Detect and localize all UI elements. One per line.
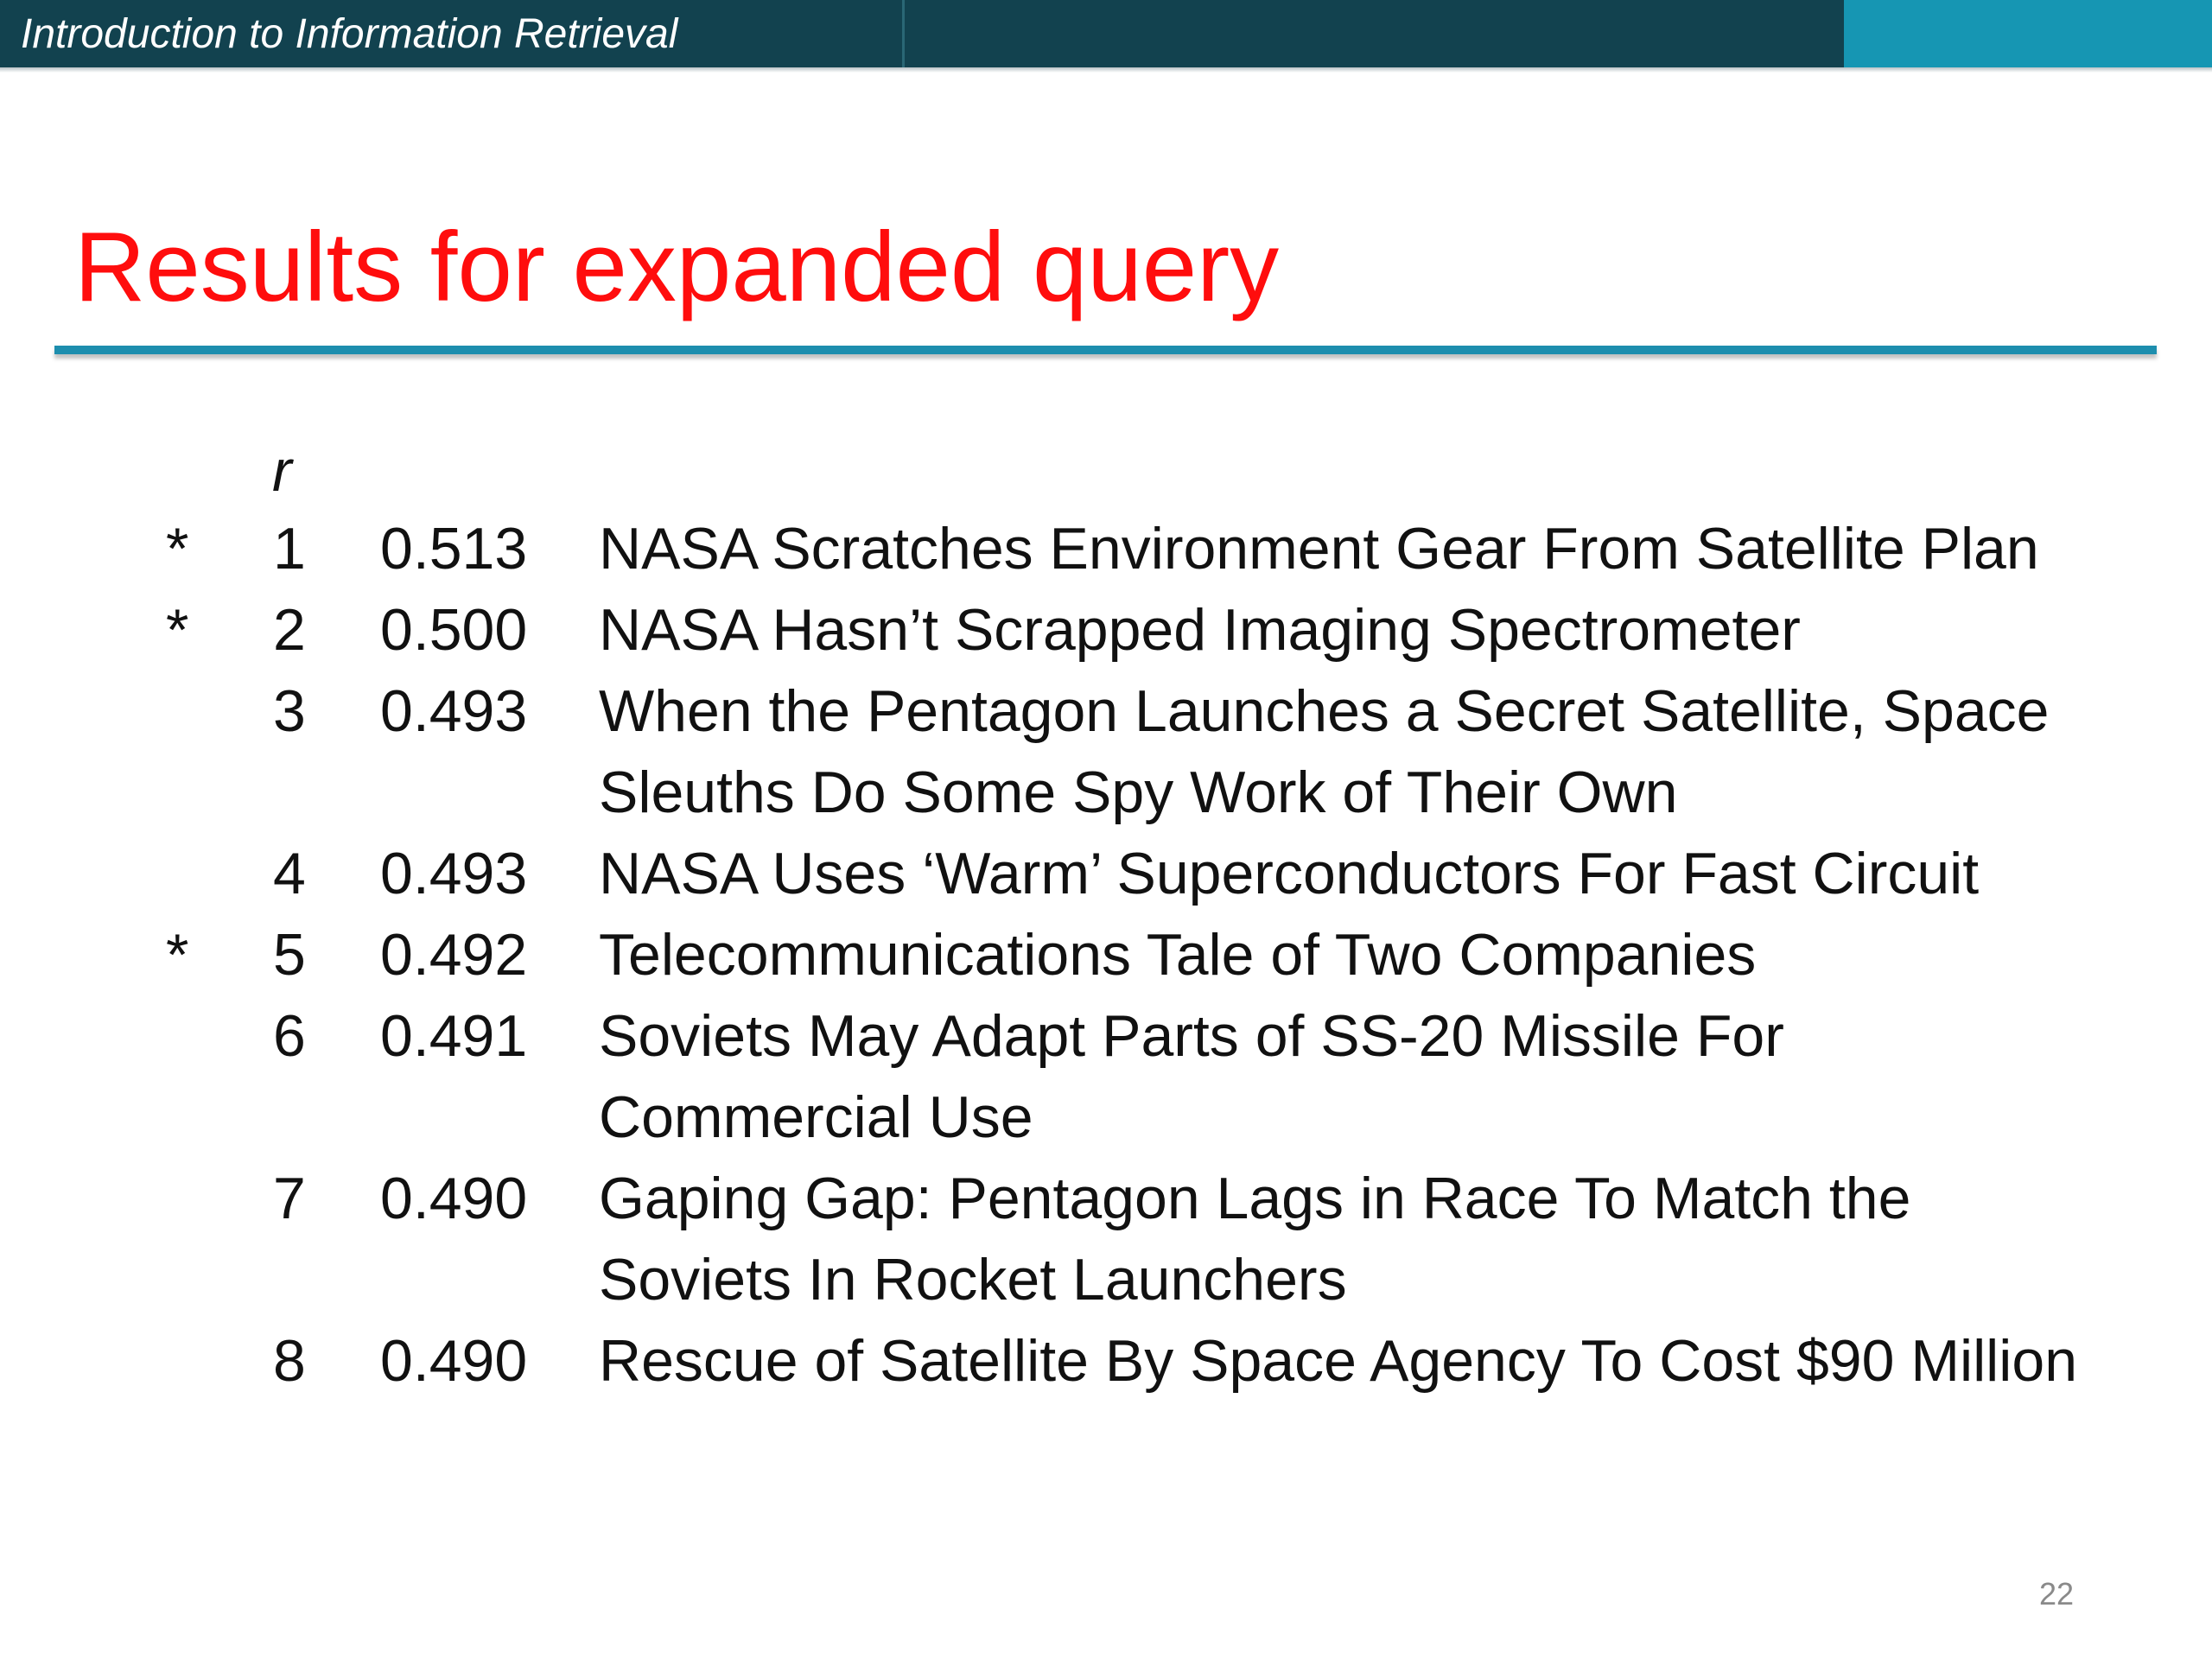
result-score: 0.491 — [380, 1003, 528, 1069]
course-title: Introduction to Information Retrieval — [21, 11, 678, 57]
result-title-continuation: Soviets In Rocket Launchers — [599, 1247, 1347, 1313]
result-title: NASA Scratches Environment Gear From Satellite Plan — [599, 516, 2039, 582]
result-title: When the Pentagon Launches a Secret Satellite, Space — [599, 678, 2050, 744]
result-title-continuation: Sleuths Do Some Spy Work of Their Own — [599, 760, 1678, 825]
result-score: 0.493 — [380, 678, 528, 744]
result-rank: 2 — [273, 597, 306, 663]
result-rank: 1 — [273, 516, 306, 582]
rank-column-header: r — [272, 438, 292, 504]
result-score: 0.493 — [380, 841, 528, 906]
page-number: 22 — [2039, 1576, 2075, 1611]
result-rank: 6 — [273, 1003, 306, 1069]
result-score: 0.500 — [380, 597, 528, 663]
result-title-continuation: Commercial Use — [599, 1084, 1033, 1150]
slide-title: Results for expanded query — [74, 213, 1280, 322]
relevance-marker: * — [166, 516, 189, 582]
result-title: Rescue of Satellite By Space Agency To Cost $90 Million — [599, 1328, 2078, 1394]
result-rank: 3 — [273, 678, 306, 744]
result-score: 0.490 — [380, 1328, 528, 1394]
result-rank: 7 — [273, 1166, 306, 1231]
result-score: 0.490 — [380, 1166, 528, 1231]
relevance-marker: * — [166, 597, 189, 663]
relevance-marker: * — [166, 922, 189, 988]
result-rank: 8 — [273, 1328, 306, 1394]
result-title: NASA Uses ‘Warm’ Superconductors For Fast Circuit — [599, 841, 1980, 906]
result-title: Gaping Gap: Pentagon Lags in Race To Match the — [599, 1166, 1911, 1231]
result-rank: 5 — [273, 922, 306, 988]
result-title: Telecommunications Tale of Two Companies — [599, 922, 1757, 988]
result-rank: 4 — [273, 841, 306, 906]
result-title: NASA Hasn’t Scrapped Imaging Spectrometer — [599, 597, 1801, 663]
result-score: 0.492 — [380, 922, 528, 988]
result-title: Soviets May Adapt Parts of SS-20 Missile For — [599, 1003, 1784, 1069]
result-score: 0.513 — [380, 516, 528, 582]
